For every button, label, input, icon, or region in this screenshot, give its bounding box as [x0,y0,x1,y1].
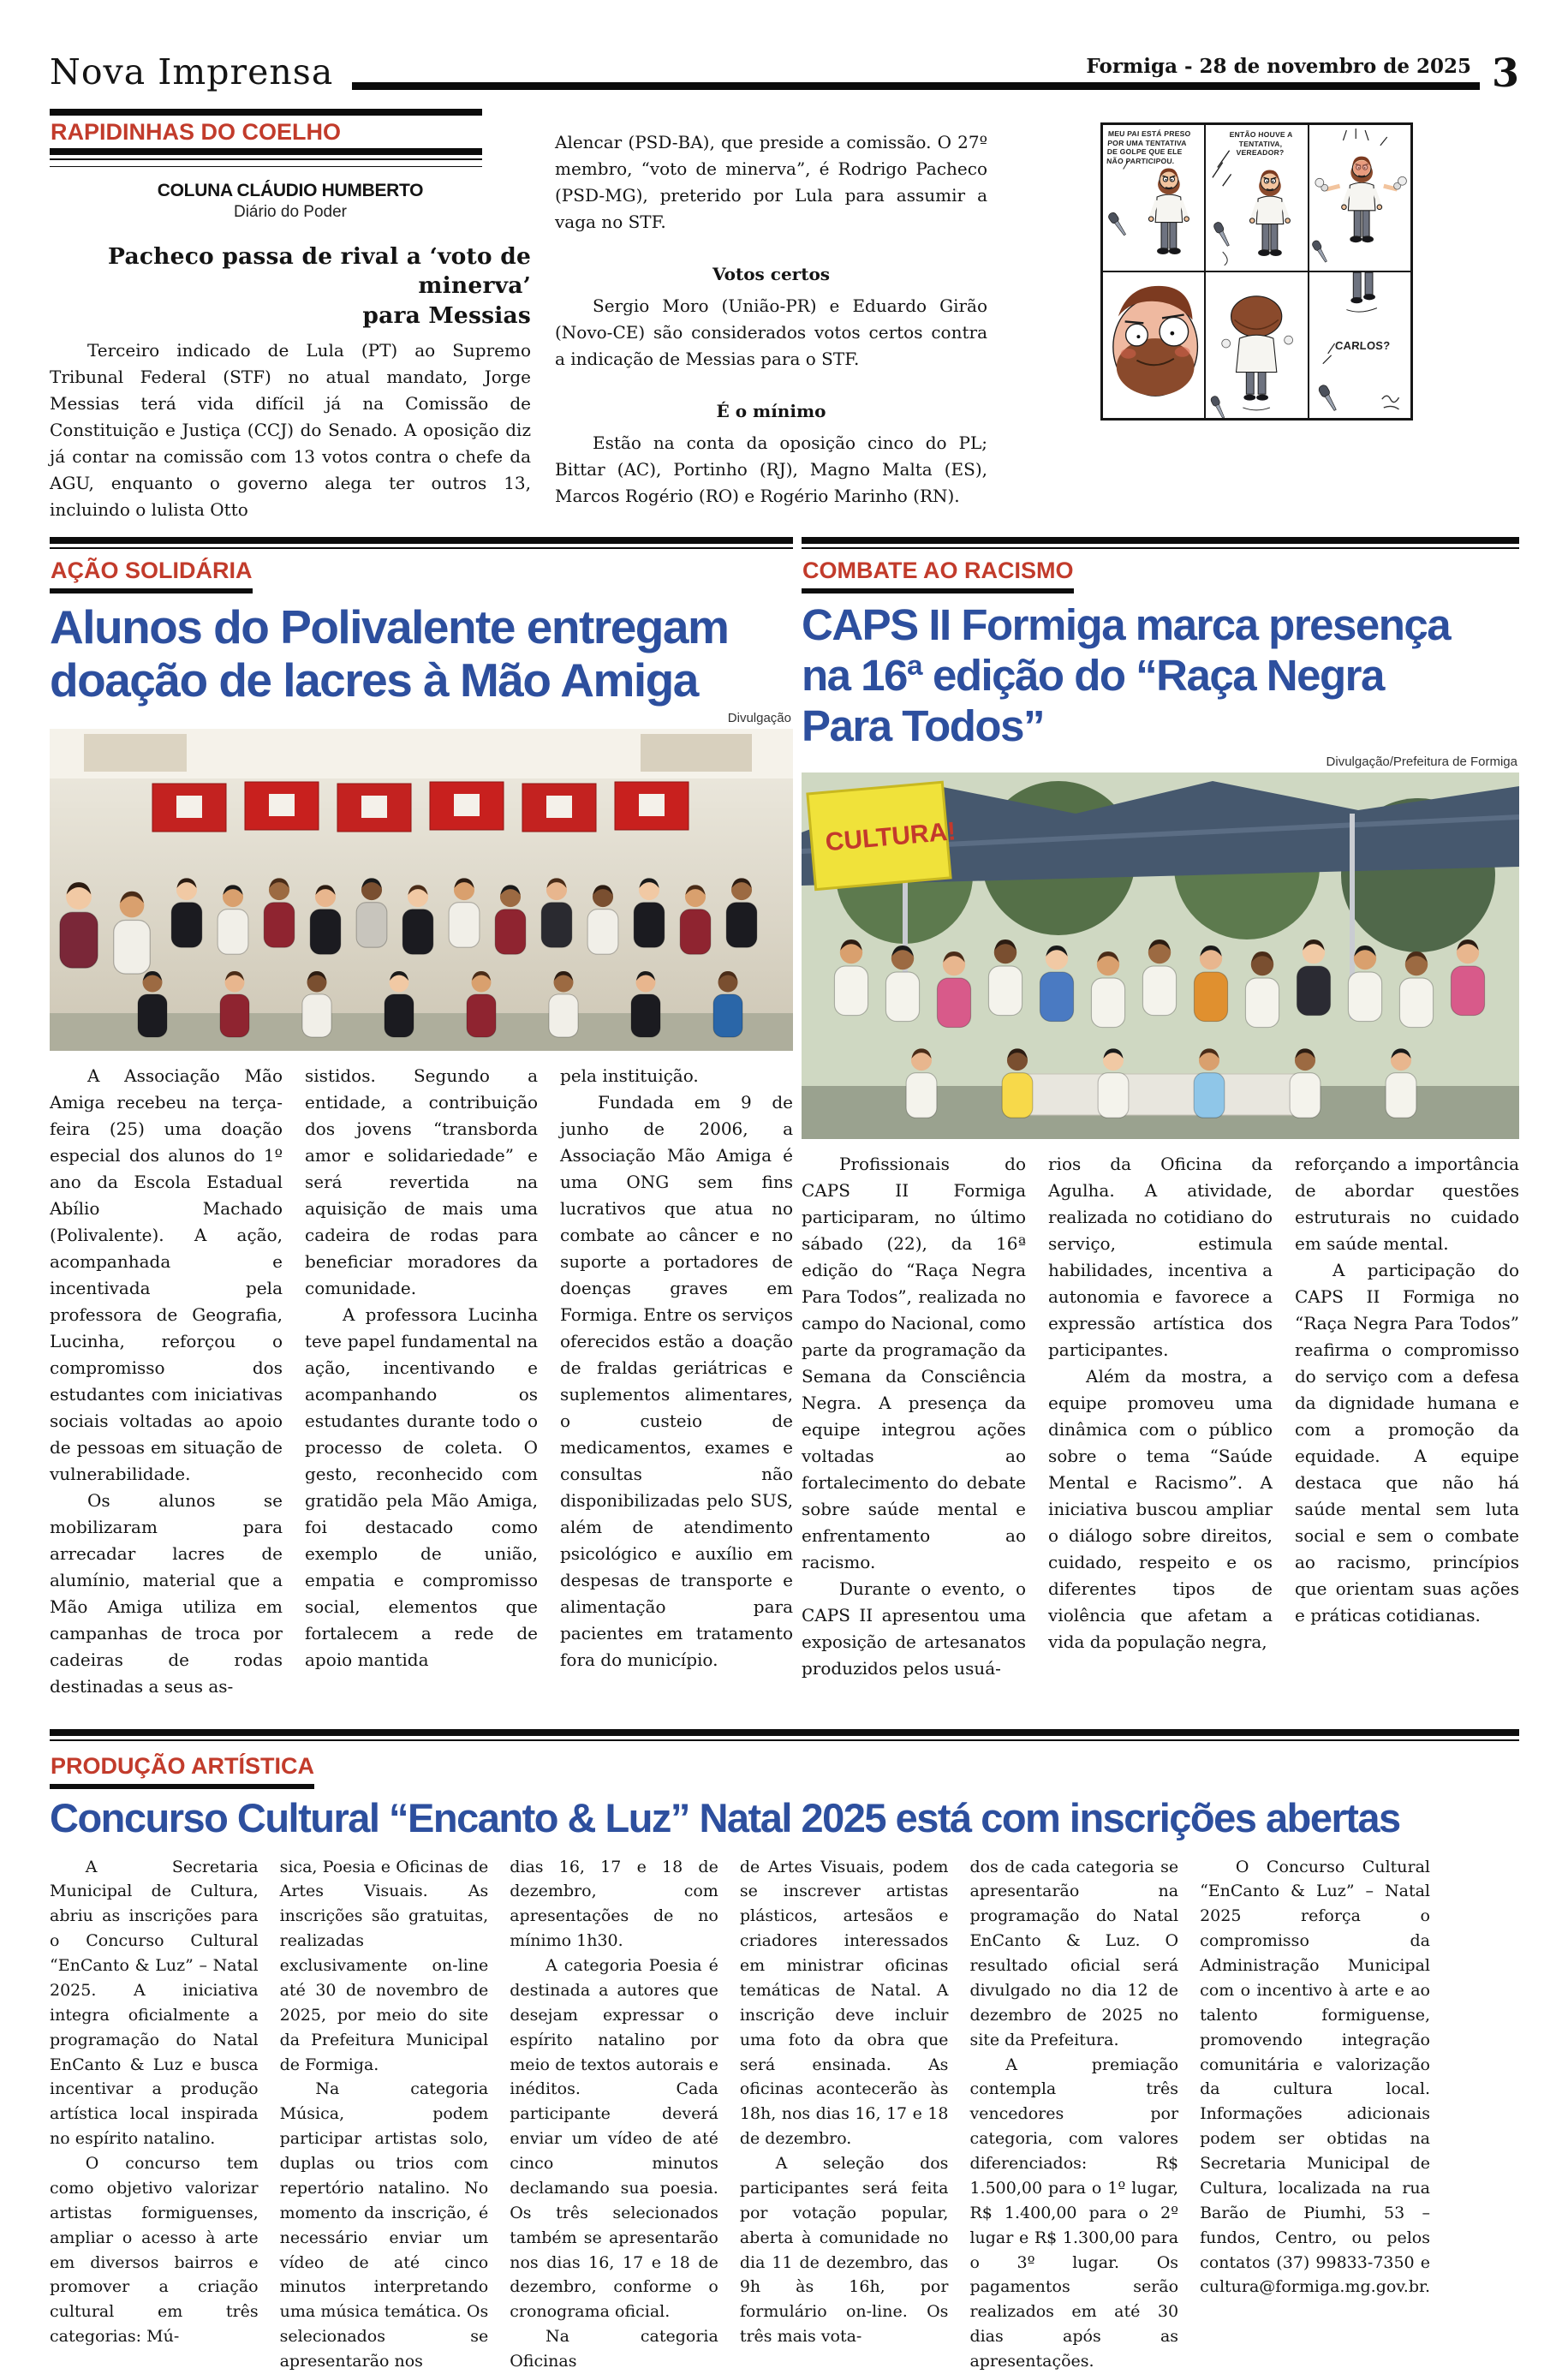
double-rule [50,158,482,167]
headline-line: na 16ª edição do “Raça Negra [802,650,1384,700]
body-column [1295,1151,1519,1682]
paragraph: A Associação Mão Amiga recebeu na terça-feira (25) uma doação especial dos alunos do 1º ano da Escola Estadual Abílio Machado (Polivalente). A ação, acompanhada e incentivada pela professora de Geografia, Lucinha, reforçou o compromisso dos estudantes com iniciativas sociais voltadas ao apoio de pessoas em situação de vulnerabilidade. [50,1065,283,1484]
paragraph: Os alunos se mobilizaram para arrecadar lacres de alumínio, material que a Mão Amiga utiliza em campanhas de troca por cadeiras de rodas destinadas a seus as- [50,1489,283,1697]
racismo-kicker: COMBATE AO RACISMO [802,558,1074,584]
cartoon-panel-2 [1205,124,1308,271]
body-column [740,1855,949,2374]
divider-left [50,537,793,549]
page-number: 3 [1491,49,1519,96]
racismo-photo [802,772,1519,1139]
poster-text: CULTURA! [824,817,957,857]
rapidinhas-body-col2 [555,109,987,523]
paragraph: de Artes Visuais, podem se inscrever artistas plásticos, artesãos e criadores interessados em ministrar oficinas temáticas de Natal. A inscrição deve incluir uma foto da obra que será ensinada. As oficinas acontecerão às 18h, nos dias 16, 17 e 18 de dezembro. [739,1857,949,2149]
paragraph: Durante o evento, o CAPS II apresentou uma exposição de artesanatos produzidos pelos usuá- [802,1578,1026,1679]
paragraph: Estão na conta da oposição cinco do PL; Bittar (AC), Portinho (RJ), Magno Malta (ES), Marcos Rogério (RO) e Rogério Marinho (RN). [555,432,987,506]
body-column [802,1151,1026,1682]
paragraph: Alencar (PSD-BA), que preside a comissão. O 27º membro, “voto de minerva”, é Rodrigo Pacheco (PSD-MG), preterido por Lula para assumir a vaga no STF. [555,132,987,232]
cartoon-drawing-4 [1103,272,1204,418]
cartoon-panel-5 [1205,271,1308,419]
cartoon-grid [1100,122,1413,421]
cartoon-drawing-5 [1206,272,1307,418]
header-middle [352,55,1480,90]
sub-headline: É o mínimo [716,401,826,421]
bottom-section [50,1729,1519,2374]
headline-line: doação de lacres à Mão Amiga [50,653,698,707]
solidaria-photo [50,729,793,1051]
paragraph: sica, Poesia e Oficinas de Artes Visuais. As inscrições são gratuitas, realizadas exclusivamente on-line até 30 de novembro de 2025, por meio do site da Prefeitura Municipal de Formiga. [279,1857,489,2074]
headline-line: Para Todos” [802,701,1044,750]
headline-line: Pacheco passa de rival a ‘voto de minerva’ [108,243,531,300]
racismo-body [802,1151,1519,1682]
paragraph: A Secretaria Municipal de Cultura, abriu as inscrições para o Concurso Cultural “EnCanto & Luz” – Natal 2025. A iniciativa integra oficialmente a programação do Natal EnCanto & Luz e busca incentivar a produção artística local inspirada no espírito natalino. [50,1857,259,2149]
producao-kicker-block [50,1750,350,1789]
column-byline [50,181,531,222]
masthead-title: Nova Imprensa [50,51,334,92]
headline-line: para Messias [362,301,531,329]
paragraph: Além da mostra, a equipe promoveu uma dinâmica com o público sobre o tema “Saúde Mental e Racismo”. A iniciativa buscou ampliar o diálogo sobre direitos, cuidado, respeito e os diferentes tipos de violência que afetam a vida da população negra, [1048,1366,1273,1653]
paragraph: A seleção dos participantes será feita por votação popular, aberta à comunidade no dia 11 de dezembro, das 9h às 16h, por formulário on-line. Os três mais vota- [739,2154,949,2347]
cartoon-area [1011,109,1519,523]
paragraph: Profissionais do CAPS II Formiga participaram, no último sábado (22), da 16ª edição do “Raça Negra Para Todos”, realizada no campo do Nacional, como parte da programação da Semana da Consciência Negra. A presença da equipe integrou ações voltadas ao fortalecimento do debate sobre saúde mental e enfrentamento ao racismo. [802,1154,1026,1573]
rule [50,109,482,116]
byline-source: Diário do Poder [233,203,348,221]
body-column [969,1855,1178,2374]
paragraph: O concurso tem como objetivo valorizar artistas formiguenses, ampliar o acesso à arte em diversos bairros e promover a criação cultural em três categorias: Mú- [50,2154,259,2347]
paragraph: dos de cada categoria se apresentarão na programação do Natal EnCanto & Luz. O resultado oficial será divulgado no dia 12 de dezembro de 2025 no site da Prefeitura. [969,1857,1179,2049]
rule [50,148,482,155]
paragraph: Na categoria Música, podem participar artistas solo, duplas ou trios com repertório natalino. No momento da inscrição, é necessário enviar um vídeo de até cinco minutos interpretando uma música temática. Os selecionados se apresentarão nos [279,2079,489,2371]
rapidinhas-kicker: RAPIDINHAS DO COELHO [51,119,342,145]
rapidinhas-headline [50,242,531,331]
rapidinhas-body-col1 [50,337,531,523]
body-column [280,1855,489,2374]
body-column [50,1855,259,2374]
racismo-headline [802,600,1519,751]
cartoon-panel-1 [1102,124,1205,271]
dateline: Formiga - 28 de novembro de 2025 [1086,55,1471,78]
producao-kicker: PRODUÇÃO ARTÍSTICA [51,1752,314,1779]
body-column [560,1063,793,1700]
solidaria-kicker-block [50,554,289,594]
rapidinhas-kicker-block [50,109,482,167]
racismo-kicker-block [802,554,1110,594]
paragraph: Terceiro indicado de Lula (PT) ao Supremo Tribunal Federal (STF) no atual mandato, Jorge Messias terá vida difícil já na Comissão de Constituição e Justiça (CCJ) do Senado. A oposição diz já contar na comissão com 13 votos contra o chefe da AGU, enquanto o governo alega ter outros 13, incluindo o lulista Otto [50,340,531,521]
paragraph: pela instituição. [560,1065,699,1086]
kicker-underline [50,1784,314,1789]
paragraph: A premiação contempla três vencedores por categoria, com valores diferenciados: R$ 1.500,00 para o 1º lugar, R$ 1.400,00 para o 2º lugar e R$ 1.300,00 para o 3º lugar. Os pagamentos serão realizados em até 30 dias após as apresentações. [969,2055,1179,2371]
paragraph: O Concurso Cultural “EnCanto & Luz” – Natal 2025 reforça o compromisso da Administração Municipal com o incentivo à arte e ao talento formiguense, promovendo integração comunitária e valorização da cultura local. Informações adicionais podem ser obtidas na Secretaria Municipal de Cultura, localizada na rua Barão de Piumhi, 53 – fundos, Centro, ou pelos contatos (37) 99833-7350 e cultura@formiga.mg.gov.br. [1200,1857,1431,2297]
photo-credit: Divulgação/Prefeitura de Formiga [1326,755,1517,770]
cartoon-panel-6 [1309,271,1411,419]
paragraph: A participação do CAPS II Formiga no “Raça Negra Para Todos” reafirma o compromisso do serviço com a defesa da dignidade humana e com a promoção da equidade. A equipe destaca que não há saúde mental sem luta social e sem o combate ao racismo, princípios que orientam suas ações e práticas cotidianas. [1295,1260,1519,1626]
solidaria-headline [50,600,793,707]
cartoon-caption-6: CARLOS? [1334,339,1391,352]
paragraph: dias 16, 17 e 18 de dezembro, com apresentações de no mínimo 1h30. [510,1857,718,1951]
producao-body [50,1855,1430,2374]
paragraph: A professora Lucinha teve papel fundamental na ação, incentivando e acompanhando os estudantes durante todo o processo de coleta. O gesto, reconhecido com gratidão pela Mão Amiga, foi destacado como exemplo de união, empatia e compromisso social, elementos que fortalecem a rede de apoio mantida [305,1303,538,1670]
solidaria-body [50,1063,793,1700]
paragraph: sistidos. Segundo a entidade, a contribuição dos jovens “transborda amor e solidariedade” e será revertida na aquisição de mais uma cadeira de rodas para beneficiar moradores da comunidade. [305,1065,538,1298]
divider-bottom [50,1729,1519,1741]
divider-right [802,537,1519,549]
top-strip [50,109,1519,523]
cartoon-caption-2: ENTÃO HOUVE A TENTATIVA, VEREADOR? [1229,130,1294,158]
byline-author: COLUNA CLÁUDIO HUMBERTO [157,181,424,200]
paragraph: rios da Oficina da Agulha. A atividade, realizada no cotidiano do serviço, estimula habilidades, incentiva a autonomia e favorece a expressão artística dos participantes. [1048,1154,1273,1361]
article-mao-amiga [50,554,793,1699]
headline-line: Alunos do Polivalente entregam [50,600,729,654]
header-rule [352,82,1480,90]
editorial-cartoon [1100,122,1413,421]
solidaria-kicker: AÇÃO SOLIDÁRIA [51,558,253,584]
cartoon-drawing-3 [1309,125,1410,271]
body-column [1048,1151,1273,1682]
kicker-underline [50,588,253,594]
producao-headline: Concurso Cultural “Encanto & Luz” Natal 2025 está com inscrições abertas [50,1794,1400,1840]
body-column [1200,1855,1430,2374]
body-column [50,1063,283,1700]
kicker-underline [802,588,1074,594]
articles-row [50,554,1519,1699]
body-column [305,1063,538,1700]
paragraph: A categoria Poesia é destinada a autores que desejam expressar o espírito natalino por meio de textos autorais e inéditos. Cada participante deverá enviar um vídeo de até cinco minutos declamando sua poesia. Os três selecionados também se apresentarão nos dias 16, 17 e 18 de dezembro, conforme o cronograma oficial. [510,1956,718,2322]
paragraph: reforçando a importância de abordar questões estruturais no cuidado em saúde mental. [1295,1154,1519,1255]
yellow-poster [808,782,960,890]
section-dividers [50,537,1519,549]
cartoon-caption-1: MEU PAI ESTÁ PRESO POR UMA TENTATIVA DE GOLPE QUE ELE NÃO PARTICIPOU. [1106,129,1191,166]
paragraph: Sergio Moro (União-PR) e Eduardo Girão (Novo-CE) são considerados votos certos contra a indicação de Messias para o STF. [555,295,987,369]
rapidinhas-column-1 [50,109,531,523]
artist-signature [1381,396,1398,409]
sub-headline: Votos certos [712,264,831,284]
paragraph: Fundada em 9 de junho de 2006, a Associação Mão Amiga é uma ONG sem fins lucrativos que atua no combate ao câncer e no suporte a portadores de doenças graves em Formiga. Entre os serviços oferecidos estão a doação de fraldas geriátricas e suplementos alimentares, o custeio de medicamentos, exames e consultas não disponibilizadas pelo SUS, além de atendimento psicológico e auxílio em despesas de transporte e alimentação para pacientes em tratamento fora do município. [560,1091,793,1670]
headline-line: CAPS II Formiga marca presença [802,600,1451,650]
page-header [50,49,1519,96]
photo-credit: Divulgação [727,710,791,725]
cartoon-panel-3 [1309,124,1411,271]
paragraph: Na categoria Oficinas [510,2327,718,2371]
cartoon-panel-4 [1102,271,1205,419]
body-column [510,1855,718,2374]
article-caps [802,554,1519,1699]
